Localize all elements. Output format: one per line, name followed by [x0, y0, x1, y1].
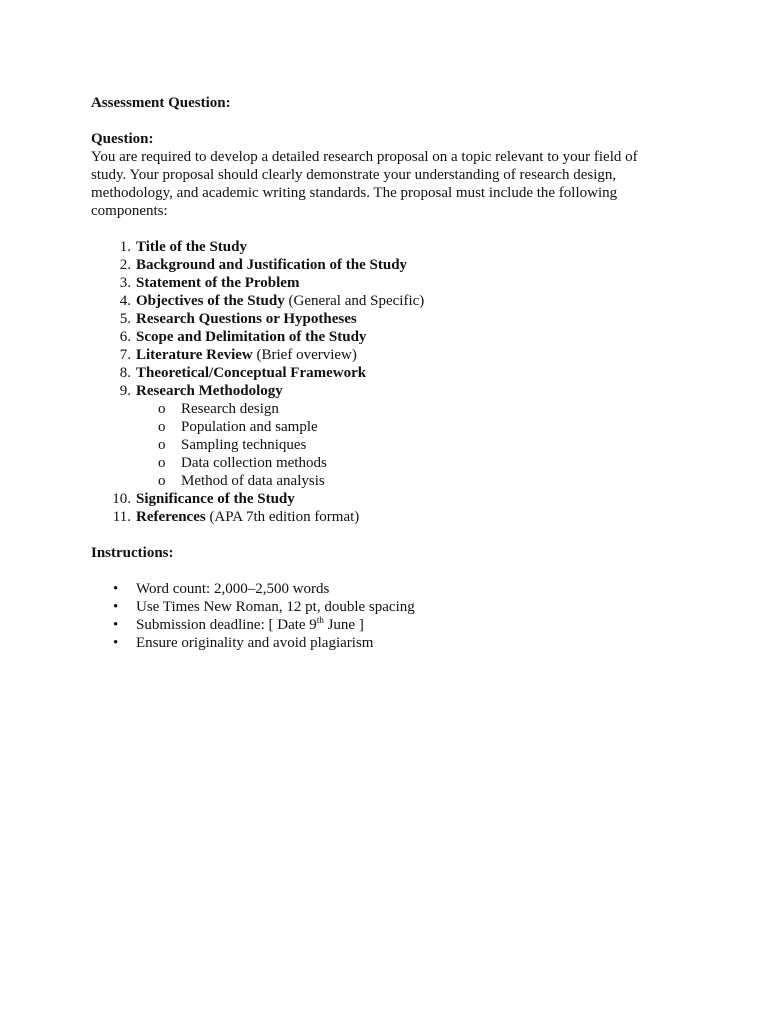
sub-item-text: Research design: [181, 401, 279, 417]
item-title: Background and Justification of the Study: [136, 257, 408, 273]
bullet-marker: •: [113, 635, 119, 651]
item-title: Objectives of the Study: [136, 293, 285, 309]
list-item: [91, 346, 661, 364]
item-number: 6.: [119, 329, 131, 345]
instruction-originality: Ensure originality and avoid plagiarism: [136, 635, 374, 651]
sub-item-text: Population and sample: [181, 419, 318, 435]
question-text: You are required to develop a detailed research proposal on a topic relevant to your field of study. Your proposal should clearly demonstrate your understanding of research design, methodology, and academic writing standards. The proposal must include the following components:: [91, 149, 638, 219]
item-number: 8.: [119, 365, 131, 381]
list-item: [91, 508, 661, 526]
sub-item-text: Sampling techniques: [181, 437, 307, 453]
list-item: [91, 364, 661, 382]
instruction-item: [91, 598, 661, 616]
methodology-sublist: [136, 400, 661, 490]
item-number: 1.: [119, 239, 131, 255]
sub-list-item: [136, 400, 661, 418]
deadline-superscript: th: [316, 615, 324, 625]
item-number: 2.: [119, 257, 131, 273]
sub-bullet-marker: o: [158, 473, 166, 489]
list-item: [91, 382, 661, 490]
document-body: [91, 94, 661, 652]
list-item: [91, 238, 661, 256]
item-title: Significance of the Study: [136, 491, 295, 507]
sub-list-item: [136, 454, 661, 472]
instruction-item: [91, 616, 661, 634]
sub-list-item: [136, 472, 661, 490]
deadline-suffix: June ]: [323, 617, 364, 633]
sub-bullet-marker: o: [158, 455, 166, 471]
question-label: Question:: [91, 131, 154, 147]
item-title: Literature Review: [136, 347, 253, 363]
list-item: [91, 490, 661, 508]
instruction-item: [91, 634, 661, 652]
item-number: 9.: [119, 383, 131, 399]
sub-list-item: [136, 436, 661, 454]
list-item: [91, 310, 661, 328]
list-item: [91, 328, 661, 346]
assessment-heading: Assessment Question:: [91, 95, 231, 111]
item-note: (General and Specific): [284, 293, 425, 309]
sub-item-text: Method of data analysis: [181, 473, 325, 489]
item-note: (APA 7th edition format): [205, 509, 360, 525]
item-number: 10.: [112, 491, 131, 507]
item-title: Scope and Delimitation of the Study: [136, 329, 367, 345]
item-title: Statement of the Problem: [136, 275, 300, 291]
item-title: Research Questions or Hypotheses: [136, 311, 357, 327]
instructions-label: Instructions:: [91, 545, 174, 561]
item-title: Title of the Study: [136, 239, 247, 255]
item-number: 11.: [112, 509, 131, 525]
item-title: Research Methodology: [136, 383, 283, 399]
list-item: [91, 292, 661, 310]
instruction-format: Use Times New Roman, 12 pt, double spacing: [136, 599, 415, 615]
sub-list-item: [136, 418, 661, 436]
instruction-word-count: Word count: 2,000–2,500 words: [136, 581, 330, 597]
instruction-item: [91, 580, 661, 598]
bullet-marker: •: [113, 581, 119, 597]
item-number: 5.: [119, 311, 131, 327]
sub-bullet-marker: o: [158, 401, 166, 417]
bullet-marker: •: [113, 617, 119, 633]
sub-bullet-marker: o: [158, 437, 166, 453]
bullet-marker: •: [113, 599, 119, 615]
item-title: References: [136, 509, 206, 525]
item-number: 4.: [119, 293, 131, 309]
list-item: [91, 274, 661, 292]
sub-item-text: Data collection methods: [181, 455, 327, 471]
deadline-prefix: Submission deadline: [ Date 9: [136, 617, 317, 633]
item-title: Theoretical/Conceptual Framework: [136, 365, 367, 381]
item-note: (Brief overview): [252, 347, 357, 363]
list-item: [91, 256, 661, 274]
sub-bullet-marker: o: [158, 419, 166, 435]
components-list: [91, 238, 661, 526]
instructions-list: [91, 580, 661, 652]
item-number: 3.: [119, 275, 131, 291]
item-number: 7.: [119, 347, 131, 363]
